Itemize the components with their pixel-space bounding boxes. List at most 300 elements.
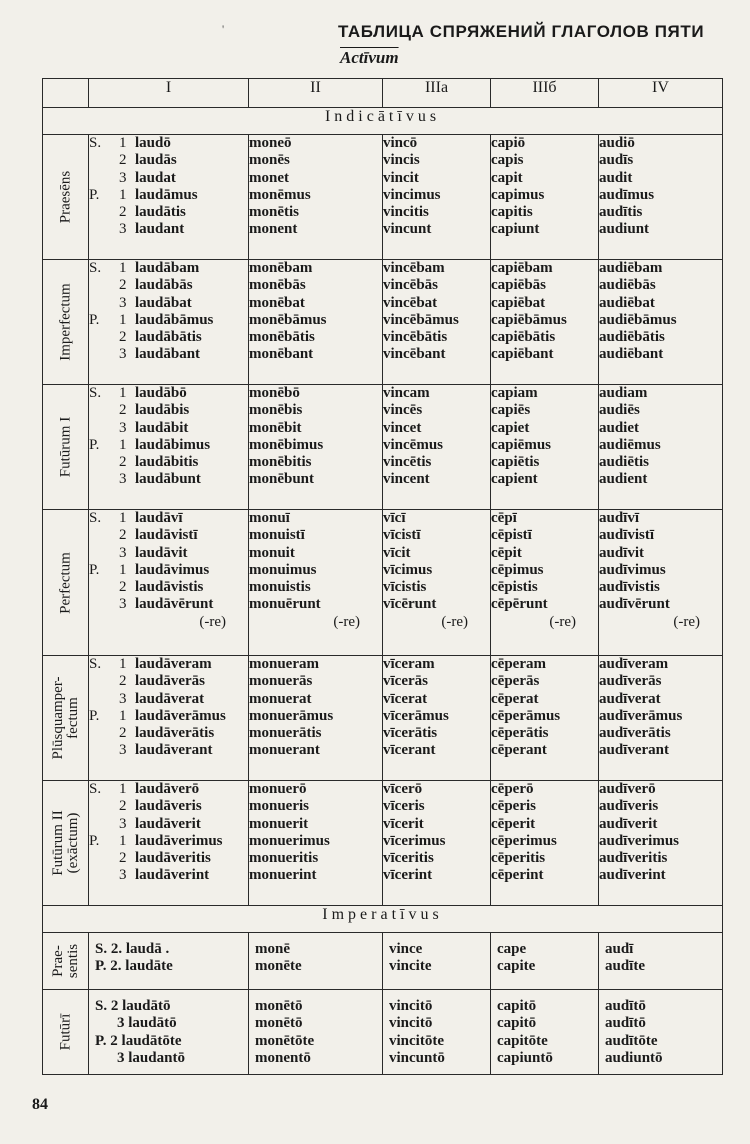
- verb-form: [89, 312, 248, 329]
- verb-form: [491, 437, 598, 454]
- verb-form: [383, 742, 490, 759]
- forms-cell-c3a: [383, 781, 491, 906]
- form-text: vincet: [383, 419, 422, 436]
- form-text: laudāvērunt: [135, 596, 214, 613]
- verb-form: [95, 1015, 248, 1032]
- form-text: monētō: [255, 1015, 303, 1032]
- verb-form: [599, 471, 722, 488]
- verb-form: [491, 471, 598, 488]
- person-number: 1: [119, 135, 127, 151]
- verb-form: [249, 312, 382, 329]
- number-tag: [89, 545, 119, 562]
- person-number: 3: [119, 471, 127, 488]
- form-text: monēs: [249, 152, 290, 169]
- form-text: monēbit: [249, 419, 302, 436]
- verb-form: [249, 656, 382, 673]
- person-number: 3: [119, 815, 127, 832]
- form-text: vincēbat: [383, 294, 438, 311]
- forms-cell-c1: [89, 781, 249, 906]
- form-text: vincitōte: [389, 1032, 444, 1049]
- form-text: monuērunt: [249, 596, 321, 613]
- verb-form: [599, 346, 722, 363]
- verb-form: [249, 346, 382, 363]
- person-number: 2: [119, 579, 127, 596]
- form-text: monet: [249, 169, 289, 186]
- form-text: moneō: [249, 135, 292, 151]
- verb-form: [249, 402, 382, 419]
- verb-form: [491, 867, 598, 884]
- form-text: laudāvī: [135, 510, 183, 526]
- form-text: P. 2. laudāte: [95, 958, 173, 975]
- form-text: S. 2. laudā .: [95, 941, 170, 957]
- alternative-ending: (-re): [199, 613, 226, 630]
- number-tag: [89, 152, 119, 169]
- form-text: audīte: [605, 958, 646, 975]
- forms-cell-c1: [89, 656, 249, 781]
- form-text: capitis: [491, 204, 533, 221]
- verb-form: [89, 402, 248, 419]
- number-tag: [89, 277, 119, 294]
- verb-form: [89, 170, 248, 187]
- form-text: audient: [599, 471, 648, 488]
- tense-label-cell: [43, 781, 89, 906]
- person-number: 1: [119, 385, 127, 401]
- verb-form: [89, 260, 248, 277]
- verb-form: [249, 867, 382, 884]
- form-text: laudābō: [135, 385, 187, 401]
- person-number: 2: [119, 798, 127, 815]
- number-tag: [89, 691, 119, 708]
- form-text: cēpistī: [491, 527, 532, 544]
- form-text: vīcerint: [383, 867, 433, 884]
- person-number: 1: [119, 832, 127, 849]
- form-text: monuerat: [249, 690, 312, 707]
- forms-cell-c1: [89, 385, 249, 510]
- form-text: audīveris: [599, 798, 659, 815]
- form-text: P. 2 laudātōte: [95, 1032, 182, 1049]
- form-text: monuerās: [249, 673, 313, 690]
- form-text: vīceris: [383, 798, 425, 815]
- form-text: capiēbātis: [491, 329, 556, 346]
- verb-form: [95, 1033, 248, 1050]
- form-text: S. 2 laudātō: [95, 998, 171, 1014]
- number-tag: [89, 454, 119, 471]
- form-text: monueritis: [249, 850, 319, 867]
- tense-label: Perfectum: [57, 551, 73, 614]
- verb-form: [89, 798, 248, 815]
- form-text: monuerint: [249, 867, 317, 884]
- verb-form: [491, 673, 598, 690]
- form-text: audītōte: [605, 1032, 658, 1049]
- form-text: laudābam: [135, 260, 200, 276]
- form-text: monēbō: [249, 385, 300, 401]
- verb-form: [249, 596, 382, 613]
- imperative-cell-c2: [249, 990, 383, 1075]
- form-text: cēpimus: [491, 561, 544, 578]
- form-text: laudābāmus: [135, 311, 214, 328]
- number-tag: P.: [89, 311, 100, 328]
- form-text: audiēbās: [599, 277, 656, 294]
- alternative-ending: (-re): [441, 613, 468, 630]
- form-text: cēpī: [491, 510, 517, 526]
- verb-form: [599, 708, 722, 725]
- forms-cell-c3b: [491, 260, 599, 385]
- verb-form: [89, 221, 248, 238]
- form-text: audiet: [599, 419, 640, 436]
- form-text: 3 laudantō: [117, 1049, 185, 1066]
- form-text: vīcistī: [383, 527, 421, 544]
- verb-form: [89, 420, 248, 437]
- verb-form: [599, 850, 722, 867]
- verb-form: [491, 850, 598, 867]
- person-number: 1: [119, 260, 127, 276]
- verb-form: [389, 998, 490, 1015]
- tense-label-cell: [43, 656, 89, 781]
- column-header-iv: IV: [599, 79, 723, 108]
- verb-form: [383, 691, 490, 708]
- form-text: vīcerāmus: [383, 707, 449, 724]
- verb-form: [249, 329, 382, 346]
- verb-form: [599, 329, 722, 346]
- form-text: monē: [255, 941, 290, 957]
- person-number: 3: [119, 221, 127, 238]
- person-number: 1: [119, 656, 127, 672]
- alternative-ending: (-re): [673, 613, 700, 630]
- verb-form: [249, 295, 382, 312]
- verb-form: [89, 152, 248, 169]
- form-text: audītis: [599, 204, 643, 221]
- person-number: 1: [119, 781, 127, 797]
- person-number: 2: [119, 402, 127, 419]
- form-text: monēbunt: [249, 471, 315, 488]
- verb-form: [383, 295, 490, 312]
- form-text: laudāvistī: [135, 527, 198, 544]
- person-number: 2: [119, 673, 127, 690]
- verb-form: [389, 1015, 490, 1032]
- form-text: monuerātis: [249, 725, 322, 742]
- verb-form: [89, 656, 248, 673]
- forms-cell-c3a: [383, 260, 491, 385]
- verb-form: [491, 579, 598, 596]
- form-text: monēbat: [249, 294, 305, 311]
- form-text: capit: [491, 169, 523, 186]
- verb-form: [599, 527, 722, 544]
- verb-form: [491, 170, 598, 187]
- column-header-row: [43, 79, 723, 108]
- tense-label: Futūrum II (exāctum): [49, 810, 81, 876]
- form-text: vincēbās: [383, 277, 439, 294]
- form-text: laudāverant: [135, 742, 213, 759]
- verb-form: [383, 187, 490, 204]
- forms-cell-c2: [249, 781, 383, 906]
- number-tag: P.: [89, 561, 100, 578]
- form-text: audiō: [599, 135, 635, 151]
- number-tag: [89, 420, 119, 437]
- form-text: audīverāmus: [599, 707, 683, 724]
- number-tag: P.: [89, 186, 100, 203]
- person-number: 3: [119, 294, 127, 311]
- form-text: laudābitis: [135, 454, 199, 471]
- verb-form: [383, 346, 490, 363]
- verb-form: [599, 691, 722, 708]
- forms-cell-c2: [249, 135, 383, 260]
- tense-row: [43, 260, 723, 385]
- form-text: laudābunt: [135, 471, 201, 488]
- person-number: 2: [119, 454, 127, 471]
- form-text: laudāvit: [135, 544, 188, 561]
- number-tag: [89, 471, 119, 488]
- verb-form: [249, 221, 382, 238]
- verb-form: [383, 527, 490, 544]
- form-text: audītō: [605, 998, 646, 1014]
- person-number: 1: [119, 561, 127, 578]
- person-number: 2: [119, 850, 127, 867]
- imperative-cell-c3b: [491, 990, 599, 1075]
- form-text: vincitō: [389, 998, 433, 1014]
- number-tag: [89, 329, 119, 346]
- verb-form: [89, 833, 248, 850]
- form-text: cēperis: [491, 798, 536, 815]
- form-text: audiēbant: [599, 346, 664, 363]
- form-text: vīcistis: [383, 579, 427, 596]
- verb-form: [249, 437, 382, 454]
- verb-form: [249, 152, 382, 169]
- verb-form: [491, 277, 598, 294]
- verb-form: [491, 187, 598, 204]
- verb-form: [605, 941, 722, 958]
- verb-form: [599, 656, 722, 673]
- forms-cell-c4: [599, 656, 723, 781]
- verb-form: [249, 385, 382, 402]
- imperative-cell-c1: [89, 990, 249, 1075]
- form-text: laudat: [135, 169, 176, 186]
- form-text: audītō: [605, 1015, 646, 1032]
- verb-form: [383, 596, 490, 613]
- verb-form: [605, 1033, 722, 1050]
- person-number: 3: [119, 690, 127, 707]
- alternative-ending: (-re): [549, 613, 576, 630]
- verb-form: [605, 998, 722, 1015]
- form-text: audīmus: [599, 186, 655, 203]
- verb-form: [383, 781, 490, 798]
- forms-cell-c3a: [383, 385, 491, 510]
- form-text: cēpērunt: [491, 596, 548, 613]
- number-tag: [89, 204, 119, 221]
- tense-row: [43, 510, 723, 656]
- form-text: audiēbat: [599, 294, 655, 311]
- verb-form: [599, 277, 722, 294]
- number-tag: [89, 816, 119, 833]
- form-text: capiētis: [491, 454, 540, 471]
- form-text: audīverat: [599, 690, 661, 707]
- form-text: vincitis: [383, 204, 429, 221]
- person-number: 1: [119, 707, 127, 724]
- form-text: capiēmus: [491, 436, 551, 453]
- imperative-cell-c4: [599, 990, 723, 1075]
- form-text: monuerimus: [249, 832, 330, 849]
- form-text: vīcerō: [383, 781, 423, 797]
- page-number: 84: [32, 1096, 48, 1113]
- forms-cell-c2: [249, 656, 383, 781]
- number-tag: S.: [89, 781, 102, 797]
- verb-form: [89, 781, 248, 798]
- section-row: [43, 108, 723, 135]
- form-text: audīverit: [599, 815, 658, 832]
- person-number: 3: [119, 419, 127, 436]
- verb-form: [89, 385, 248, 402]
- form-text: vīcimus: [383, 561, 433, 578]
- form-text: audīverās: [599, 673, 662, 690]
- number-tag: P.: [89, 707, 100, 724]
- form-text: audiēbāmus: [599, 311, 677, 328]
- form-text: laudant: [135, 221, 185, 238]
- column-header-iiia: IIIa: [383, 79, 491, 108]
- form-text: audīverint: [599, 867, 666, 884]
- verb-form: [383, 673, 490, 690]
- form-text: monent: [249, 221, 298, 238]
- verb-form: [89, 816, 248, 833]
- form-text: vīcī: [383, 510, 406, 526]
- form-text: audiēbātis: [599, 329, 665, 346]
- verb-form: [249, 471, 382, 488]
- verb-form: [491, 420, 598, 437]
- form-text: audīverimus: [599, 832, 680, 849]
- form-text: audiam: [599, 385, 648, 401]
- tense-label: Plūsquamper- fectum: [49, 676, 81, 760]
- forms-cell-c3b: [491, 656, 599, 781]
- number-tag: [89, 742, 119, 759]
- form-text: laudābimus: [135, 436, 211, 453]
- verb-form: [383, 385, 490, 402]
- verb-form: [497, 941, 598, 958]
- forms-cell-c3a: [383, 135, 491, 260]
- form-text: cēpit: [491, 544, 522, 561]
- verb-form: [383, 725, 490, 742]
- section-imperative: Imperatīvus: [43, 906, 723, 933]
- verb-form: [599, 295, 722, 312]
- form-text: monuistī: [249, 527, 305, 544]
- form-text: monuistis: [249, 579, 311, 596]
- verb-form: [255, 1015, 382, 1032]
- form-text: monētōte: [255, 1032, 315, 1049]
- form-text: laudās: [135, 152, 177, 169]
- forms-cell-c1: [89, 135, 249, 260]
- verb-form: [599, 221, 722, 238]
- verb-form: [599, 152, 722, 169]
- verb-form: [491, 204, 598, 221]
- alternative-ending: (-re): [333, 613, 360, 630]
- form-text: laudābit: [135, 419, 189, 436]
- verb-form: [491, 152, 598, 169]
- form-text: vīcit: [383, 544, 411, 561]
- verb-form: [249, 204, 382, 221]
- form-text: monuerāmus: [249, 707, 334, 724]
- form-text: cēperāmus: [491, 707, 561, 724]
- verb-form: [89, 204, 248, 221]
- number-tag: [89, 596, 119, 613]
- form-text: capiet: [491, 419, 530, 436]
- verb-form: [599, 402, 722, 419]
- forms-cell-c2: [249, 260, 383, 385]
- verb-form: [383, 454, 490, 471]
- form-text: monueris: [249, 798, 309, 815]
- tense-label: Futūrī: [57, 1013, 73, 1051]
- tense-label-cell: [43, 510, 89, 656]
- form-text: laudāverint: [135, 867, 210, 884]
- imperative-cell-c3b: [491, 933, 599, 990]
- number-tag: S.: [89, 260, 102, 276]
- verb-form: [599, 187, 722, 204]
- verb-form: [383, 204, 490, 221]
- forms-cell-c4: [599, 135, 723, 260]
- form-text: capitōte: [497, 1032, 548, 1049]
- verb-form: [89, 742, 248, 759]
- form-text: vīcerās: [383, 673, 428, 690]
- verb-form: [249, 781, 382, 798]
- column-header-iiib: IIIб: [491, 79, 599, 108]
- verb-form: [599, 260, 722, 277]
- form-text: laudātis: [135, 204, 186, 221]
- verb-form: [249, 579, 382, 596]
- verb-form: [599, 579, 722, 596]
- form-text: audiēbam: [599, 260, 663, 276]
- page-subtitle: Actīvum: [340, 48, 399, 67]
- verb-form: [249, 816, 382, 833]
- verb-form: [249, 510, 382, 527]
- number-tag: [89, 798, 119, 815]
- verb-form: [383, 221, 490, 238]
- verb-form: [255, 1033, 382, 1050]
- form-text: monēbitis: [249, 454, 312, 471]
- form-text: cēperās: [491, 673, 540, 690]
- form-text: monētis: [249, 204, 299, 221]
- number-tag: S.: [89, 510, 102, 526]
- verb-form: [89, 545, 248, 562]
- form-text: laudāvistis: [135, 579, 204, 596]
- verb-form: [89, 135, 248, 152]
- form-text: monueram: [249, 656, 319, 672]
- verb-form: [491, 833, 598, 850]
- person-number: 2: [119, 204, 127, 221]
- conjugation-table: [42, 78, 723, 1075]
- imperative-cell-c4: [599, 933, 723, 990]
- verb-form: [383, 437, 490, 454]
- verb-form: [255, 958, 382, 975]
- verb-form: [89, 527, 248, 544]
- verb-form: [599, 510, 722, 527]
- tense-label: Praesēns: [57, 170, 73, 224]
- verb-form: [95, 958, 248, 975]
- form-text: vīcerātis: [383, 725, 438, 742]
- verb-form: [249, 673, 382, 690]
- form-text: capiēbāmus: [491, 311, 567, 328]
- verb-form: [599, 562, 722, 579]
- form-text: laudāverat: [135, 690, 205, 707]
- form-text: vīcerimus: [383, 832, 446, 849]
- verb-form: [599, 170, 722, 187]
- verb-form: [491, 510, 598, 527]
- verb-form: [89, 562, 248, 579]
- form-text: laudābis: [135, 402, 190, 419]
- form-text: vincimus: [383, 186, 441, 203]
- person-number: 3: [119, 867, 127, 884]
- verb-form: [249, 798, 382, 815]
- form-text: audīvit: [599, 544, 645, 561]
- number-tag: S.: [89, 385, 102, 401]
- tense-label-cell: [43, 135, 89, 260]
- verb-form: [491, 527, 598, 544]
- verb-form: [249, 562, 382, 579]
